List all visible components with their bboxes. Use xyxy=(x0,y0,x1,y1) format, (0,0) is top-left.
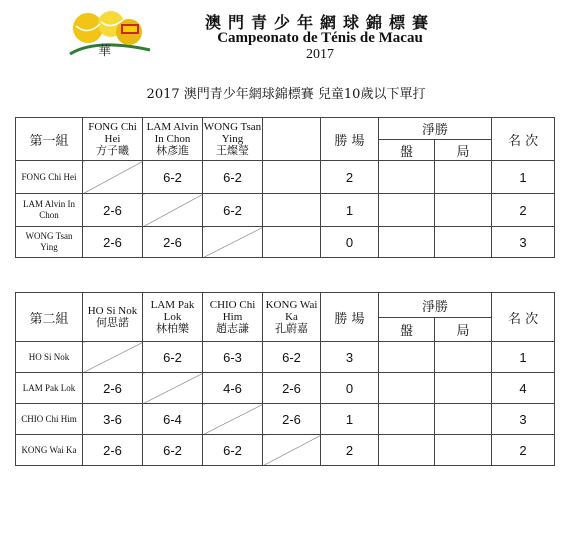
row-player-name: WONG Tsan Ying xyxy=(16,227,83,258)
group1-rank-header: 名 次 xyxy=(492,118,555,161)
group1-row xyxy=(16,227,555,258)
group2-sets-header: 盤 xyxy=(379,318,435,342)
self-match-cell xyxy=(203,404,263,435)
group2-row xyxy=(16,373,555,404)
match-score: 6-2 xyxy=(143,342,203,373)
match-score: 2-6 xyxy=(83,194,143,227)
match-score: 6-2 xyxy=(263,342,321,373)
match-score: 2-6 xyxy=(83,373,143,404)
rank-value: 2 xyxy=(492,435,555,466)
wins-count: 0 xyxy=(321,373,379,404)
match-score: 6-2 xyxy=(143,435,203,466)
group1-col-player-1: FONG Chi Hei 方子曦 xyxy=(83,118,143,161)
match-score xyxy=(263,194,321,227)
net-games xyxy=(435,194,492,227)
net-games xyxy=(435,342,492,373)
net-sets xyxy=(379,342,435,373)
group1-table xyxy=(15,117,555,258)
match-score: 6-2 xyxy=(203,194,263,227)
logo-text: 華 xyxy=(98,44,112,59)
title-chinese: 澳門青少年網球錦標賽 xyxy=(204,13,435,32)
self-match-cell xyxy=(263,435,321,466)
group2-col-player-1: HO Si Nok 何思諾 xyxy=(83,293,143,342)
match-score: 3-6 xyxy=(83,404,143,435)
match-score xyxy=(263,161,321,194)
group1-col-player-2: LAM Alvin In Chon 林彥進 xyxy=(143,118,203,161)
match-score: 2-6 xyxy=(263,373,321,404)
group1-row xyxy=(16,194,555,227)
rank-value: 2 xyxy=(492,194,555,227)
match-score: 2-6 xyxy=(143,227,203,258)
event-subtitle: 2017 澳門青少年網球錦標賽 兒童10歲以下單打 xyxy=(146,87,426,102)
self-match-cell xyxy=(83,342,143,373)
group1-games-header: 局 xyxy=(435,140,492,161)
group2-rank-header: 名 次 xyxy=(492,293,555,342)
group2-row xyxy=(16,435,555,466)
row-player-name: HO Si Nok xyxy=(16,342,83,373)
self-match-cell xyxy=(83,161,143,194)
match-score: 6-2 xyxy=(203,161,263,194)
title-year: 2017 xyxy=(306,47,334,62)
self-match-cell xyxy=(203,227,263,258)
group2-wins-header: 勝 場 xyxy=(321,293,379,342)
wins-count: 2 xyxy=(321,435,379,466)
group1-wins-header: 勝 場 xyxy=(321,118,379,161)
match-score: 4-6 xyxy=(203,373,263,404)
group1-col-empty xyxy=(263,118,321,161)
match-score: 2-6 xyxy=(83,435,143,466)
net-games xyxy=(435,227,492,258)
match-score: 6-3 xyxy=(203,342,263,373)
net-sets xyxy=(379,373,435,404)
title-english: Campeonato de Ténis de Macau xyxy=(217,30,423,46)
group2-col-player-4: KONG Wai Ka 孔蔚嘉 xyxy=(263,293,321,342)
rank-value: 1 xyxy=(492,342,555,373)
row-player-name: CHIO Chi Him xyxy=(16,404,83,435)
wins-count: 3 xyxy=(321,342,379,373)
self-match-cell xyxy=(143,194,203,227)
row-player-name: KONG Wai Ka xyxy=(16,435,83,466)
wins-count: 0 xyxy=(321,227,379,258)
group1-sets-header: 盤 xyxy=(379,140,435,161)
match-score: 6-4 xyxy=(143,404,203,435)
self-match-cell xyxy=(143,373,203,404)
wins-count: 2 xyxy=(321,161,379,194)
net-sets xyxy=(379,194,435,227)
wins-count: 1 xyxy=(321,194,379,227)
group2-net-header: 淨勝 xyxy=(379,293,492,318)
group1-net-header: 淨勝 xyxy=(379,118,492,140)
net-games xyxy=(435,404,492,435)
net-sets xyxy=(379,435,435,466)
net-sets xyxy=(379,161,435,194)
group2-row xyxy=(16,404,555,435)
group2-table xyxy=(15,292,555,466)
rank-value: 3 xyxy=(492,404,555,435)
wins-count: 1 xyxy=(321,404,379,435)
group2-col-player-2: LAM Pak Lok 林柏樂 xyxy=(143,293,203,342)
row-player-name: FONG Chi Hei xyxy=(16,161,83,194)
rank-value: 1 xyxy=(492,161,555,194)
row-player-name: LAM Pak Lok xyxy=(16,373,83,404)
group1-row xyxy=(16,161,555,194)
group2-row xyxy=(16,342,555,373)
tournament-logo xyxy=(66,10,154,60)
match-score: 2-6 xyxy=(263,404,321,435)
match-score: 6-2 xyxy=(203,435,263,466)
match-score: 2-6 xyxy=(83,227,143,258)
net-games xyxy=(435,161,492,194)
group2-games-header: 局 xyxy=(435,318,492,342)
rank-value: 4 xyxy=(492,373,555,404)
group1-name: 第一組 xyxy=(16,118,83,161)
group2-col-player-3: CHIO Chi Him 趙志謙 xyxy=(203,293,263,342)
group2-name: 第二組 xyxy=(16,293,83,342)
net-sets xyxy=(379,404,435,435)
group1-col-player-3: WONG Tsan Ying 王燦瑩 xyxy=(203,118,263,161)
row-player-name: LAM Alvin In Chon xyxy=(16,194,83,227)
net-games xyxy=(435,373,492,404)
rank-value: 3 xyxy=(492,227,555,258)
match-score: 6-2 xyxy=(143,161,203,194)
net-games xyxy=(435,435,492,466)
match-score xyxy=(263,227,321,258)
net-sets xyxy=(379,227,435,258)
